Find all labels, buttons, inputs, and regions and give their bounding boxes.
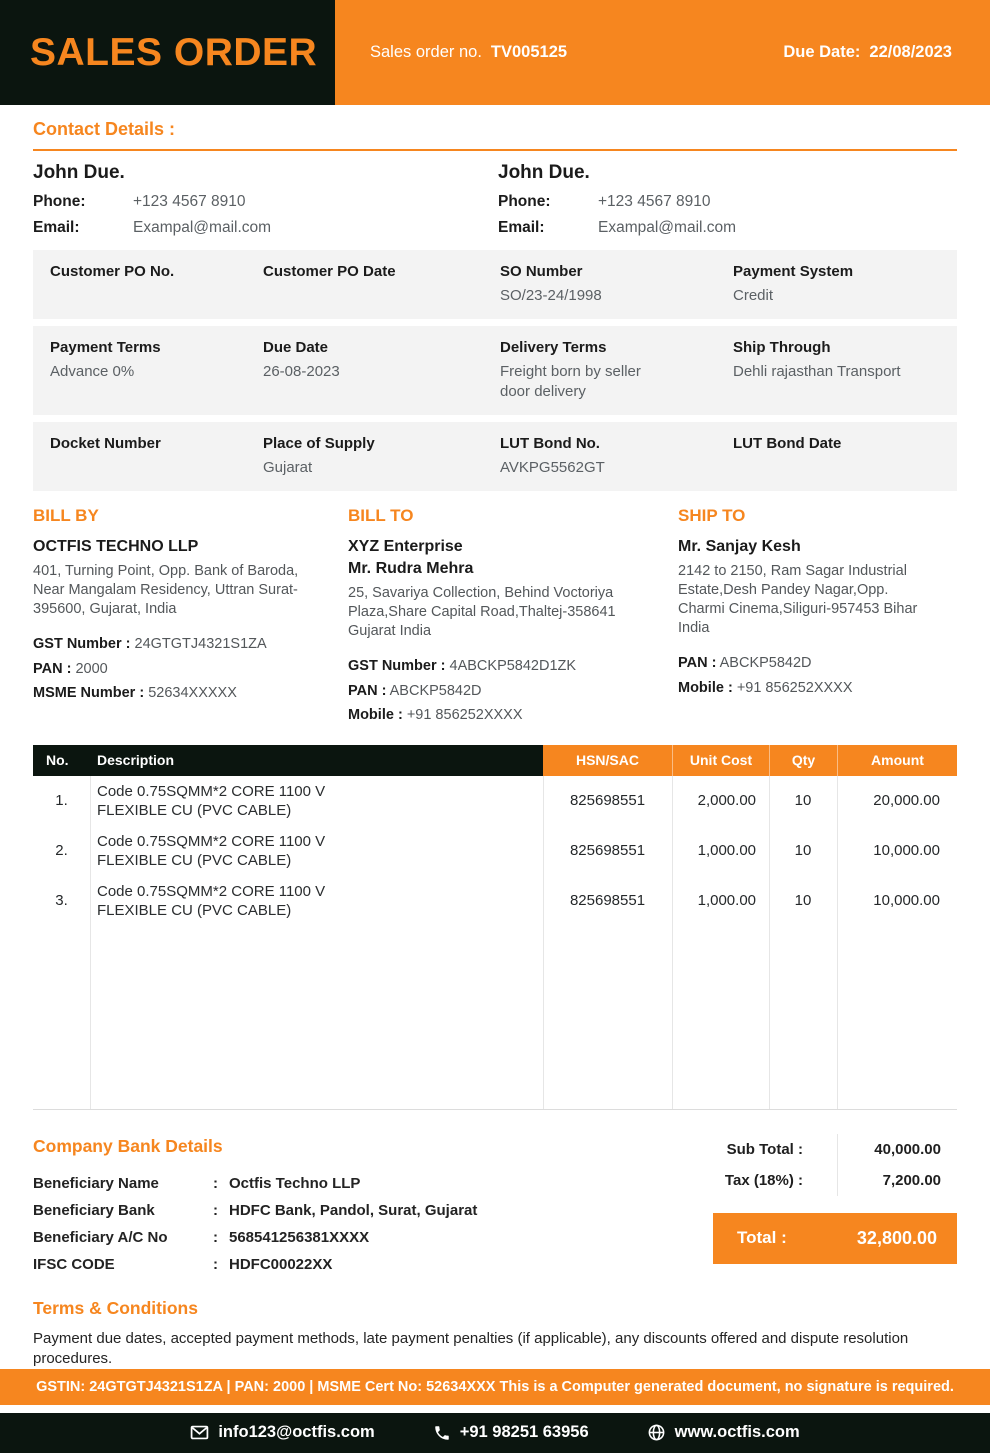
contact-person bbox=[33, 162, 498, 241]
phone-label: Phone: bbox=[498, 193, 551, 210]
page-title: SALES ORDER bbox=[30, 30, 318, 74]
info-cell-due-date bbox=[263, 339, 500, 402]
info-row bbox=[33, 326, 957, 415]
order-no-label: Sales order no. bbox=[370, 43, 482, 61]
ship-to-heading: SHIP TO bbox=[678, 506, 746, 525]
contact-grid bbox=[33, 162, 957, 241]
info-row bbox=[33, 250, 957, 319]
bank-value: Octfis Techno LLP bbox=[229, 1174, 361, 1192]
field-label: PAN : bbox=[678, 655, 717, 671]
info-cell-lut-bond-date bbox=[733, 435, 957, 478]
totals-block bbox=[713, 1134, 957, 1278]
bill-by-heading: BILL BY bbox=[33, 506, 99, 525]
cell-qty: 10 bbox=[794, 892, 812, 909]
due-date-label: Due Date: bbox=[783, 43, 861, 61]
footer-website-text: www.octfis.com bbox=[674, 1423, 800, 1441]
party-field-gst bbox=[348, 654, 678, 679]
due-date bbox=[783, 43, 952, 62]
colon: : bbox=[213, 1228, 218, 1246]
col-header-hsn-sac: HSN/SAC bbox=[543, 745, 672, 776]
cell-hsn: 825698551 bbox=[569, 842, 646, 859]
cell-description bbox=[90, 882, 543, 920]
legal-bar: GSTIN: 24GTGTJ4321S1ZA | PAN: 2000 | MSME Cert No: 52634XXX This is a Computer generated document, no signature is required. bbox=[0, 1369, 990, 1405]
footer-phone-text: +91 98251 63956 bbox=[459, 1423, 589, 1441]
party-name: OCTFIS TECHNO LLP bbox=[33, 538, 199, 555]
contact-email-row bbox=[498, 215, 957, 241]
col-header-description: Description bbox=[90, 745, 543, 776]
table-row bbox=[33, 876, 957, 926]
field-value: 2000 bbox=[75, 660, 108, 677]
phone-label: Phone: bbox=[33, 193, 86, 210]
contact-phone-row bbox=[498, 189, 957, 215]
col-header-amount: Amount bbox=[837, 745, 957, 776]
document-body bbox=[0, 105, 990, 1369]
column-divider bbox=[672, 776, 673, 1109]
cell-no: 2. bbox=[55, 842, 68, 859]
bank-label: IFSC CODE bbox=[33, 1255, 115, 1273]
field-value: ABCKP5842D bbox=[389, 682, 482, 699]
bank-and-totals bbox=[33, 1134, 957, 1278]
field-value: 24GTGTJ4321S1ZA bbox=[134, 636, 267, 652]
description-line: FLEXIBLE CU (PVC CABLE) bbox=[97, 801, 292, 819]
footer-website bbox=[647, 1423, 800, 1442]
cell-unit-cost: 1,000.00 bbox=[697, 842, 756, 859]
info-label: Docket Number bbox=[50, 435, 161, 452]
bank-label: Beneficiary Name bbox=[33, 1174, 159, 1192]
colon: : bbox=[213, 1201, 218, 1219]
field-label: PAN : bbox=[33, 660, 72, 677]
info-label: Payment System bbox=[733, 263, 854, 280]
phone-icon bbox=[433, 1424, 451, 1442]
order-no-value: TV005125 bbox=[490, 43, 568, 61]
column-divider bbox=[837, 776, 838, 1109]
party-address: 2142 to 2150, Ram Sagar Industrial Estate,Desh Pandey Nagar,Opp. Charmi Cinema,Siliguri-957453 Bihar India bbox=[678, 563, 918, 636]
table-header bbox=[33, 745, 957, 776]
cell-unit-cost: 1,000.00 bbox=[697, 892, 756, 909]
total-value: 32,800.00 bbox=[856, 1227, 937, 1248]
field-label: Mobile : bbox=[678, 679, 733, 696]
sub-total-value: 40,000.00 bbox=[837, 1134, 957, 1165]
bank-details-heading: Company Bank Details bbox=[33, 1135, 223, 1156]
info-value: Credit bbox=[733, 287, 774, 304]
footer bbox=[0, 1413, 990, 1453]
cell-description bbox=[90, 782, 543, 820]
description-line: FLEXIBLE CU (PVC CABLE) bbox=[97, 851, 292, 869]
column-divider bbox=[90, 776, 91, 1109]
section-divider bbox=[33, 149, 957, 151]
parties-section bbox=[33, 506, 957, 728]
bank-row-beneficiary-name bbox=[33, 1170, 713, 1197]
party-contact-name: Mr. Rudra Mehra bbox=[348, 560, 474, 577]
info-row bbox=[33, 422, 957, 491]
cell-amount: 10,000.00 bbox=[873, 892, 940, 909]
grand-total bbox=[713, 1213, 957, 1264]
party-address: 25, Savariya Collection, Behind Voctoriya Plaza,Share Capital Road,Thaltej-358641 Gujarat India bbox=[348, 585, 616, 639]
bank-label: Beneficiary Bank bbox=[33, 1201, 155, 1219]
field-value: +91 856252XXXX bbox=[736, 679, 853, 696]
phone-value: +123 4567 8910 bbox=[133, 193, 246, 210]
cell-hsn: 825698551 bbox=[569, 792, 646, 809]
field-value: 52634XXXXX bbox=[148, 685, 237, 701]
header-orange-bar bbox=[335, 0, 990, 105]
info-cell-ship-through bbox=[733, 339, 957, 402]
info-label: LUT Bond Date bbox=[733, 435, 842, 452]
info-cell-payment-system bbox=[733, 263, 957, 306]
bank-value: 568541256381XXXX bbox=[229, 1228, 370, 1246]
table-row bbox=[33, 826, 957, 876]
info-value: Advance 0% bbox=[50, 363, 135, 380]
cell-qty: 10 bbox=[794, 842, 812, 859]
order-info-grid bbox=[33, 250, 957, 491]
info-value: Dehli rajasthan Transport bbox=[733, 363, 901, 380]
info-cell-place-of-supply bbox=[263, 435, 500, 478]
col-header-unit-cost: Unit Cost bbox=[672, 745, 769, 776]
description-line: Code 0.75SQMM*2 CORE 1100 V bbox=[97, 832, 326, 850]
field-label: GST Number : bbox=[348, 658, 446, 674]
table-body bbox=[33, 776, 957, 1110]
party-field-msme bbox=[33, 681, 348, 706]
bill-to-block bbox=[348, 506, 678, 728]
bank-row-account-no bbox=[33, 1224, 713, 1251]
info-cell-delivery-terms bbox=[500, 339, 733, 402]
terms-and-conditions bbox=[33, 1298, 957, 1369]
info-value: 26-08-2023 bbox=[263, 363, 340, 380]
email-value: Exampal@mail.com bbox=[133, 219, 272, 236]
bank-row-ifsc bbox=[33, 1251, 713, 1278]
col-header-qty: Qty bbox=[769, 745, 837, 776]
colon: : bbox=[213, 1174, 218, 1192]
footer-email-text: info123@octfis.com bbox=[218, 1423, 375, 1441]
column-divider bbox=[543, 776, 544, 1109]
info-label: Delivery Terms bbox=[500, 339, 607, 356]
party-field-pan bbox=[33, 657, 348, 682]
info-cell-lut-bond-no bbox=[500, 435, 733, 478]
party-field-mobile bbox=[678, 676, 957, 701]
info-cell-customer-po-date bbox=[263, 263, 500, 306]
bank-label: Beneficiary A/C No bbox=[33, 1228, 168, 1246]
description-line: FLEXIBLE CU (PVC CABLE) bbox=[97, 901, 292, 919]
info-label: Payment Terms bbox=[50, 339, 161, 356]
field-value: ABCKP5842D bbox=[719, 655, 812, 671]
cell-unit-cost: 2,000.00 bbox=[697, 792, 756, 809]
party-field-mobile bbox=[348, 703, 678, 728]
sub-total-label: Sub Total : bbox=[726, 1140, 803, 1158]
bank-value: HDFC00022XX bbox=[229, 1255, 333, 1273]
info-label: Due Date bbox=[263, 339, 329, 356]
contact-phone-row bbox=[33, 189, 498, 215]
party-field-pan bbox=[678, 651, 957, 676]
info-value: Gujarat bbox=[263, 459, 313, 476]
info-cell-so-number bbox=[500, 263, 733, 306]
cell-qty: 10 bbox=[794, 792, 812, 809]
info-cell-docket-number bbox=[50, 435, 263, 478]
party-field-gst bbox=[33, 632, 348, 657]
header-title-panel bbox=[0, 0, 335, 105]
info-label: Ship Through bbox=[733, 339, 831, 356]
line-items-table bbox=[33, 745, 957, 1110]
info-label: Place of Supply bbox=[263, 435, 375, 452]
ship-to-block bbox=[678, 506, 957, 728]
info-label: SO Number bbox=[500, 263, 583, 280]
party-field-pan bbox=[348, 679, 678, 704]
bank-value: HDFC Bank, Pandol, Surat, Gujarat bbox=[229, 1201, 478, 1219]
sales-order-number bbox=[370, 43, 567, 62]
contact-name: John Due. bbox=[498, 162, 590, 183]
email-label: Email: bbox=[33, 219, 80, 236]
colon: : bbox=[213, 1255, 218, 1273]
terms-heading: Terms & Conditions bbox=[33, 1297, 198, 1318]
info-value: Freight born by seller door delivery bbox=[500, 363, 641, 400]
info-value: SO/23-24/1998 bbox=[500, 287, 602, 304]
info-cell-customer-po-no bbox=[50, 263, 263, 306]
info-label: LUT Bond No. bbox=[500, 435, 600, 452]
field-label: MSME Number : bbox=[33, 685, 145, 701]
info-value: AVKPG5562GT bbox=[500, 459, 605, 476]
cell-amount: 10,000.00 bbox=[873, 842, 940, 859]
tax-row bbox=[713, 1165, 957, 1196]
column-divider bbox=[769, 776, 770, 1109]
cell-no: 3. bbox=[55, 892, 68, 909]
bank-row-beneficiary-bank bbox=[33, 1197, 713, 1224]
footer-phone bbox=[433, 1423, 589, 1442]
field-label: PAN : bbox=[348, 682, 387, 699]
cell-amount: 20,000.00 bbox=[873, 792, 940, 809]
info-label: Customer PO Date bbox=[263, 263, 396, 280]
field-value: 4ABCKP5842D1ZK bbox=[449, 658, 577, 674]
cell-no: 1. bbox=[55, 792, 68, 809]
contact-person bbox=[498, 162, 957, 241]
info-cell-payment-terms bbox=[50, 339, 263, 402]
description-line: Code 0.75SQMM*2 CORE 1100 V bbox=[97, 882, 326, 900]
sub-total-row bbox=[713, 1134, 957, 1165]
contact-details-heading: Contact Details : bbox=[33, 119, 176, 139]
col-header-no: No. bbox=[33, 745, 90, 776]
mail-icon bbox=[190, 1423, 209, 1442]
table-row bbox=[33, 776, 957, 826]
header bbox=[0, 0, 990, 105]
party-address: 401, Turning Point, Opp. Bank of Baroda, Near Mangalam Residency, Uttran Surat-395600, Gujarat, India bbox=[33, 563, 299, 617]
bill-to-heading: BILL TO bbox=[348, 506, 414, 525]
tax-label: Tax (18%) : bbox=[724, 1171, 803, 1189]
bill-by-block bbox=[33, 506, 348, 728]
total-label: Total : bbox=[737, 1228, 787, 1247]
email-label: Email: bbox=[498, 219, 545, 236]
party-name: Mr. Sanjay Kesh bbox=[678, 538, 801, 555]
description-line: Code 0.75SQMM*2 CORE 1100 V bbox=[97, 782, 326, 800]
contact-email-row bbox=[33, 215, 498, 241]
phone-value: +123 4567 8910 bbox=[598, 193, 711, 210]
terms-text: Payment due dates, accepted payment methods, late payment penalties (if applicable), any discounts offered and dispute resolution procedures. bbox=[33, 1329, 909, 1367]
cell-description bbox=[90, 832, 543, 870]
field-label: Mobile : bbox=[348, 707, 403, 723]
cell-hsn: 825698551 bbox=[569, 892, 646, 909]
company-bank-details bbox=[33, 1134, 713, 1278]
field-label: GST Number : bbox=[33, 636, 131, 652]
field-value: +91 856252XXXX bbox=[406, 707, 523, 723]
due-date-value: 22/08/2023 bbox=[869, 43, 952, 61]
party-name: XYZ Enterprise bbox=[348, 538, 463, 555]
tax-value: 7,200.00 bbox=[837, 1165, 957, 1196]
email-value: Exampal@mail.com bbox=[598, 219, 737, 236]
footer-email bbox=[190, 1423, 374, 1442]
contact-name: John Due. bbox=[33, 162, 125, 183]
globe-icon bbox=[647, 1423, 666, 1442]
info-label: Customer PO No. bbox=[50, 263, 175, 280]
